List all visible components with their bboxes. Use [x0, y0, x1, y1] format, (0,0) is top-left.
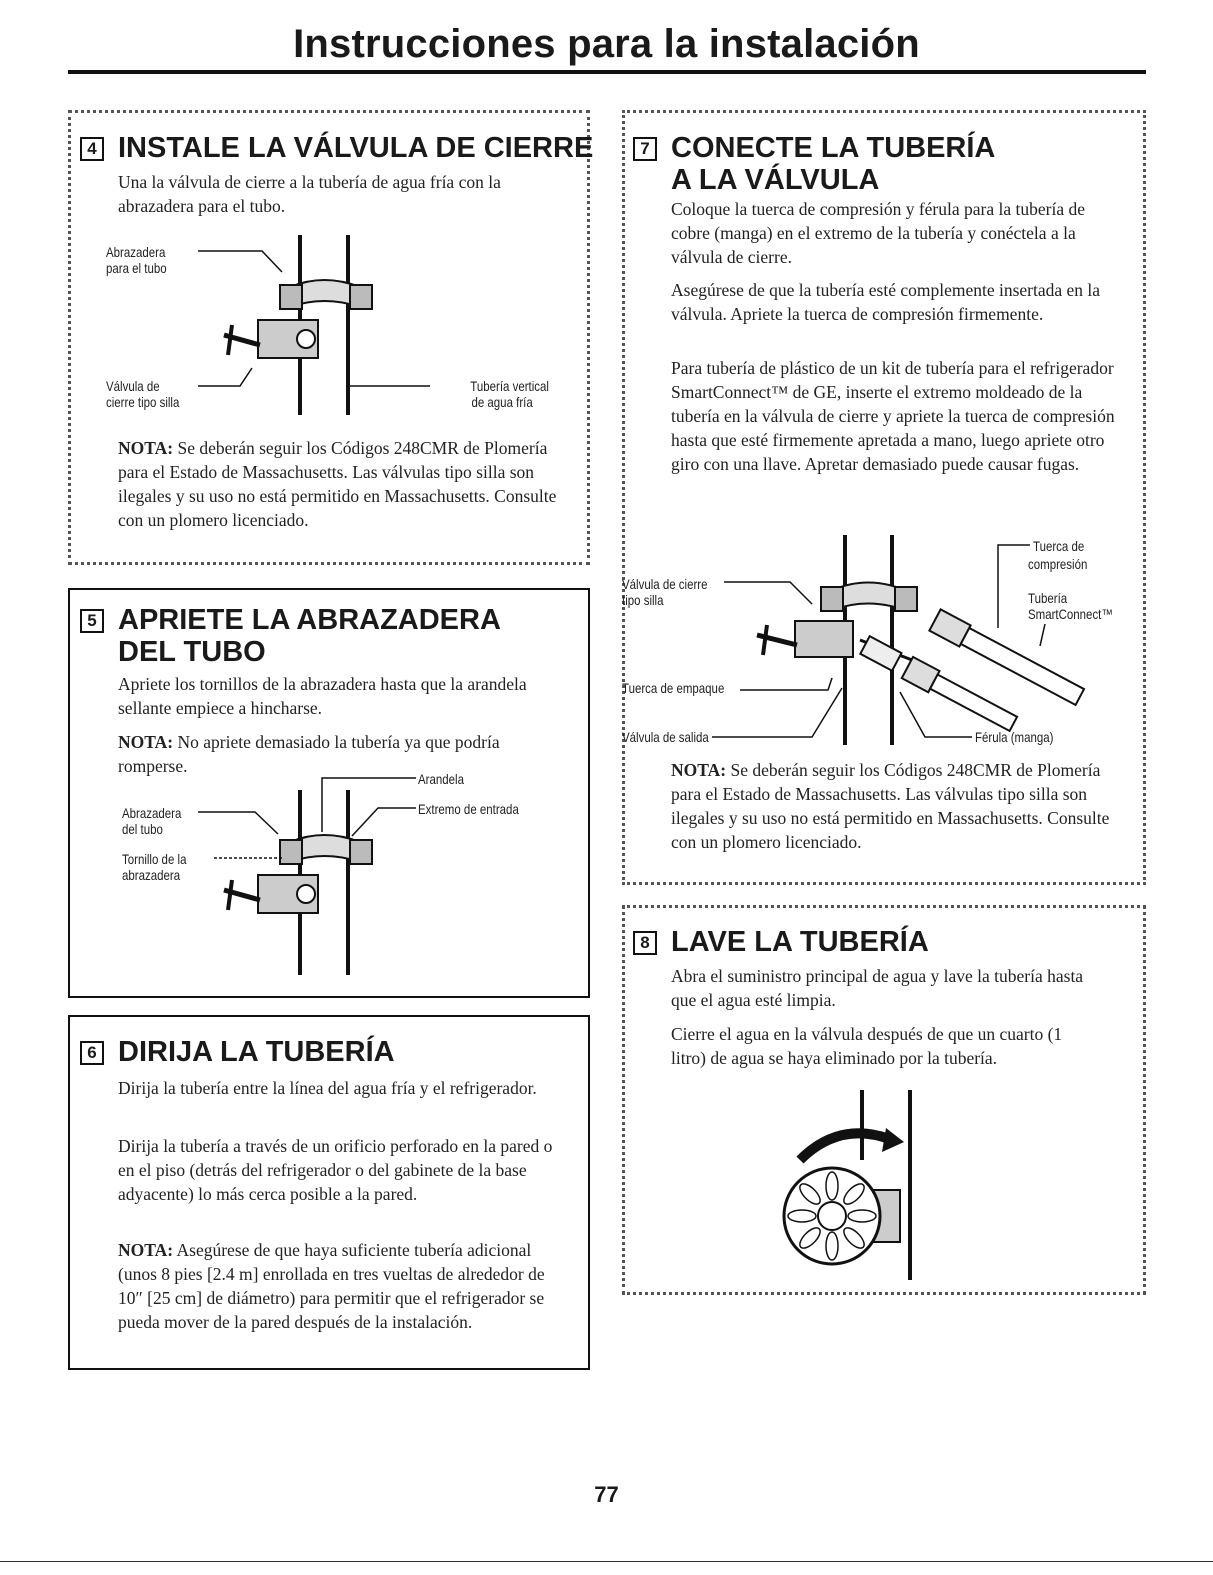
step7-note-label: NOTA:	[671, 760, 727, 780]
step8-text1: Abra el suministro principal de agua y lave la tubería hasta que el agua esté limpia.	[671, 966, 1084, 1010]
step7-label-valve-1: Válvula de cierre	[622, 576, 708, 592]
step4-label-valve-1: Válvula de	[106, 378, 160, 394]
step5-title-line1: APRIETE LA ABRAZADERA	[118, 604, 501, 636]
step4-text: Una la válvula de cierre a la tubería de agua fría con la abrazadera para el tubo.	[118, 172, 501, 216]
step4-label-pipe-1: Tubería vertical	[470, 378, 549, 394]
step4-label-valve-2: cierre tipo silla	[106, 394, 180, 410]
step7-text2: Asegúrese de que la tubería esté complemente insertada en la válvula. Apriete la tuerca de compresión firmemente.	[671, 280, 1101, 324]
step5-note-text: No apriete demasiado la tubería ya que podría romperse.	[118, 732, 500, 776]
step6-title: DIRIJA LA TUBERÍA	[118, 1036, 395, 1068]
step7-title-line1: CONECTE LA TUBERÍA	[671, 132, 996, 164]
step6-note-text: Asegúrese de que haya suficiente tubería adicional (unos 8 pies [2.4 m] enrollada en tres vueltas de alrededor de 10″ [25 cm] de diámetro) para permitir que el refrigerador se pueda mover de la pared después de la instalación.	[118, 1240, 545, 1332]
step8-text2: Cierre el agua en la válvula después de que un cuarto (1 litro) de agua se haya eliminado por la tubería.	[671, 1024, 1063, 1068]
step5-label-inlet: Extremo de entrada	[418, 801, 519, 817]
step7-label-packing: Tuerca de empaque	[622, 680, 725, 696]
step5-label-washer: Arandela	[418, 771, 464, 787]
step4-title: INSTALE LA VÁLVULA DE CIERRE	[118, 132, 594, 164]
step4-note-label: NOTA:	[118, 438, 174, 458]
step5-note-label: NOTA:	[118, 732, 174, 752]
step7-note-text: Se deberán seguir los Códigos 248CMR de Plomería para el Estado de Massachusetts. Las válvulas tipo silla son ilegales y su uso no está permitido en Massachusetts. Consulte con un plomero licenciado.	[671, 760, 1110, 852]
step5-label-screw-2: abrazadera	[122, 867, 181, 883]
step6-note-label: NOTA:	[118, 1240, 174, 1260]
bottom-rule	[0, 1561, 1213, 1562]
step7-label-outlet: Válvula de salida	[622, 729, 709, 745]
step7-text1: Coloque la tuerca de compresión y férula para la tubería de cobre (manga) en el extremo de la tubería y conéctela a la válvula de cierre.	[671, 199, 1085, 267]
step5-label-clamp-2: del tubo	[122, 821, 163, 837]
step4-label-clamp-2: para el tubo	[106, 260, 167, 276]
step7-label-nut-1: Tuerca de	[1033, 538, 1085, 554]
step7-text3: Para tubería de plástico de un kit de tubería para el refrigerador SmartConnect™ de GE, inserte el extremo moldeado de la tubería en la válvula de cierre y apriete la tuerca de compresión hasta que esté firmemente apretada a mano, luego apriete otro giro con una llave. Apretar demasiado puede causar fugas.	[671, 358, 1115, 474]
step5-label-screw-1: Tornillo de la	[122, 851, 187, 867]
step8-heading	[633, 926, 929, 958]
step4-number: 4	[80, 137, 104, 161]
step7-label-nut-2: compresión	[1028, 556, 1088, 572]
step7-note	[671, 758, 1126, 854]
step8-title: LAVE LA TUBERÍA	[671, 926, 929, 958]
valve-handle-illustration	[770, 1090, 950, 1280]
step7-label-tube-1: Tubería	[1028, 590, 1068, 606]
step5-label-clamp-1: Abrazadera	[122, 805, 182, 821]
step5-title-line2: DEL TUBO	[118, 636, 266, 668]
step7-title-line2: A LA VÁLVULA	[671, 164, 880, 196]
step4-label-clamp-1: Abrazadera	[106, 244, 166, 260]
page-title: Instrucciones para la instalación	[293, 22, 920, 66]
step7-label-valve-2: tipo silla	[622, 592, 664, 608]
step5-text: Apriete los tornillos de la abrazadera hasta que la arandela sellante empiece a hincharse.	[118, 674, 527, 718]
step7-number: 7	[633, 137, 657, 161]
step6-number: 6	[80, 1041, 104, 1065]
step5-number: 5	[80, 609, 104, 633]
step6-text2: Dirija la tubería a través de un orificio perforado en la pared o en el piso (detrás del refrigerador o del gabinete de la base adyacente) lo más cerca posible a la pared.	[118, 1136, 553, 1204]
step4-label-pipe-2: de agua fría	[471, 394, 533, 410]
step4-note-text: Se deberán seguir los Códigos 248CMR de Plomería para el Estado de Massachusetts. Las válvulas tipo silla son ilegales y su uso no está permitido en Massachusetts. Consulte con un plomero licenciado.	[118, 438, 557, 530]
step8-number: 8	[633, 931, 657, 955]
page-number: 77	[594, 1482, 619, 1507]
step7-label-ferrule: Férula (manga)	[975, 729, 1054, 745]
step6-text1: Dirija la tubería entre la línea del agua fría y el refrigerador.	[118, 1078, 537, 1098]
step7-label-tube-2: SmartConnect™	[1028, 606, 1113, 622]
